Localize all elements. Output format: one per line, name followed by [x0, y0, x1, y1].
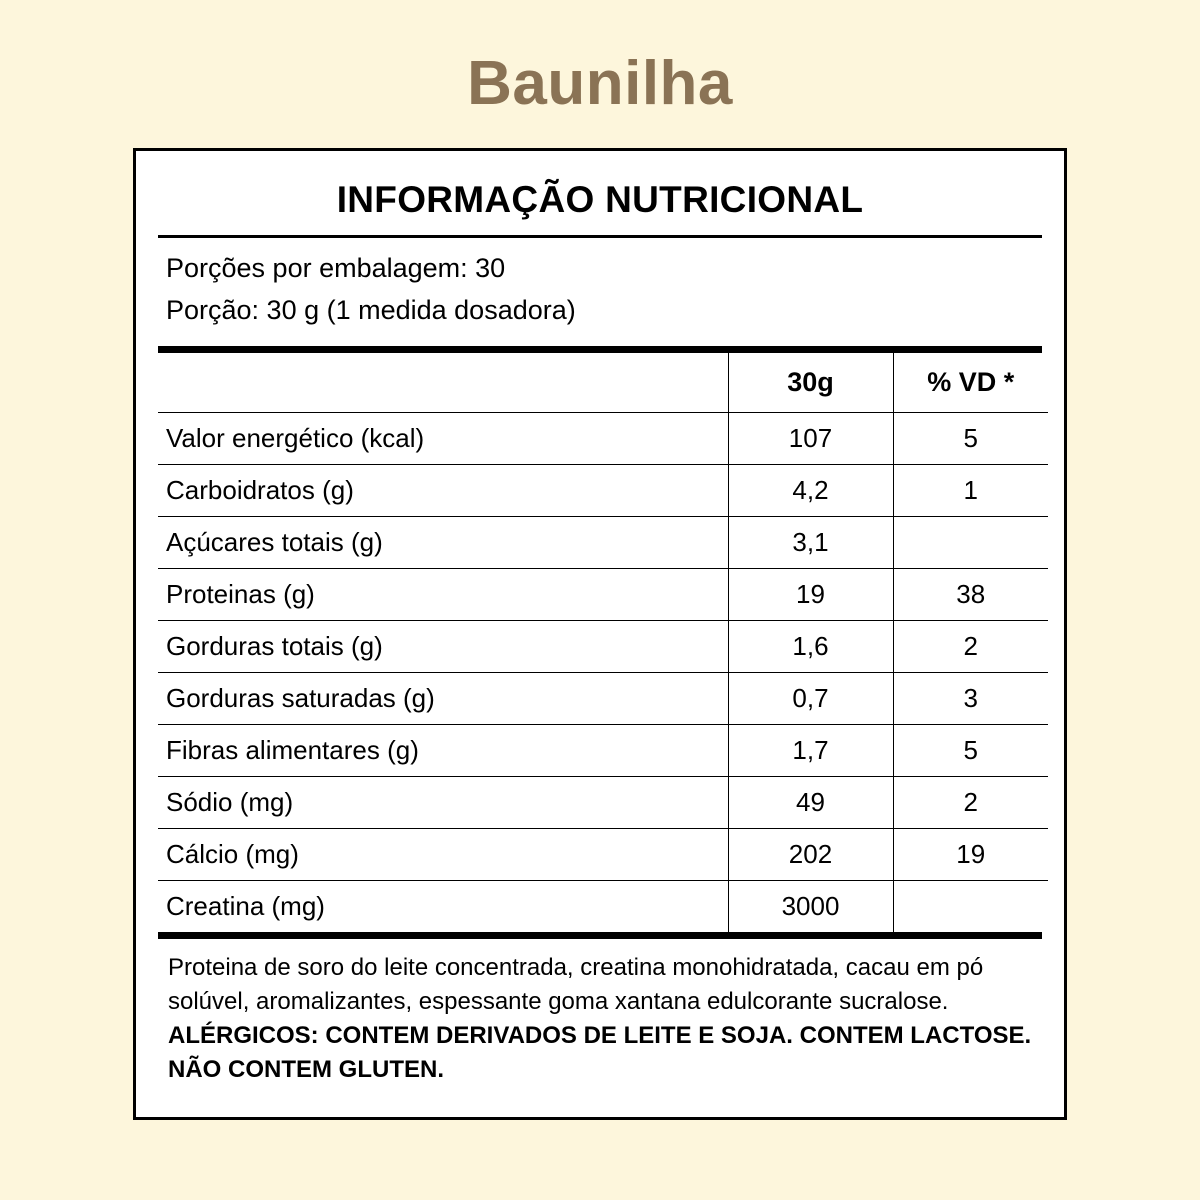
nutrient-amount: 202 — [728, 828, 893, 880]
nutrient-amount: 107 — [728, 412, 893, 464]
nutrient-dv: 19 — [893, 828, 1048, 880]
page-title: Baunilha — [467, 49, 733, 118]
nutrition-table — [158, 353, 1048, 932]
nutrient-amount: 1,7 — [728, 724, 893, 776]
allergens-text: ALÉRGICOS: CONTEM DERIVADOS DE LEITE E SOJA. CONTEM LACTOSE. NÃO CONTEM GLUTEN. — [168, 1021, 1032, 1083]
nutrient-dv: 5 — [893, 724, 1048, 776]
table-row — [158, 568, 1048, 620]
table-header-row — [158, 353, 1048, 413]
nutrient-dv: 2 — [893, 776, 1048, 828]
nutrition-heading: INFORMAÇÃO NUTRICIONAL — [158, 151, 1042, 238]
ingredients-block — [158, 939, 1042, 1087]
nutrient-amount: 19 — [728, 568, 893, 620]
column-header-nutrient — [158, 353, 728, 413]
table-row — [158, 672, 1048, 724]
nutrient-name: Gorduras saturadas (g) — [158, 672, 728, 724]
table-row — [158, 880, 1048, 932]
nutrient-dv: 38 — [893, 568, 1048, 620]
table-row — [158, 412, 1048, 464]
nutrient-amount: 1,6 — [728, 620, 893, 672]
nutrient-amount: 3,1 — [728, 516, 893, 568]
column-header-amount: 30g — [728, 353, 893, 413]
table-row — [158, 464, 1048, 516]
nutrient-name: Carboidratos (g) — [158, 464, 728, 516]
nutrient-amount: 0,7 — [728, 672, 893, 724]
serving-info — [158, 238, 1042, 338]
nutrient-name: Proteinas (g) — [158, 568, 728, 620]
nutrient-amount: 4,2 — [728, 464, 893, 516]
nutrition-facts-panel — [133, 148, 1067, 1120]
nutrient-dv: 2 — [893, 620, 1048, 672]
nutrient-name: Creatina (mg) — [158, 880, 728, 932]
table-row — [158, 724, 1048, 776]
serving-size: Porção: 30 g (1 medida dosadora) — [166, 294, 576, 325]
nutrient-name: Sódio (mg) — [158, 776, 728, 828]
nutrient-name: Cálcio (mg) — [158, 828, 728, 880]
servings-per-package: Porções por embalagem: 30 — [166, 253, 506, 283]
table-row — [158, 620, 1048, 672]
nutrient-amount: 49 — [728, 776, 893, 828]
nutrient-name: Valor energético (kcal) — [158, 412, 728, 464]
nutrient-amount: 3000 — [728, 880, 893, 932]
divider-thick-top — [158, 346, 1042, 353]
table-row — [158, 828, 1048, 880]
nutrient-name: Fibras alimentares (g) — [158, 724, 728, 776]
nutrient-name: Gorduras totais (g) — [158, 620, 728, 672]
divider-thick-bottom — [158, 932, 1042, 939]
column-header-daily-value: % VD * — [893, 353, 1048, 413]
table-row — [158, 776, 1048, 828]
table-row — [158, 516, 1048, 568]
nutrient-dv — [893, 880, 1048, 932]
nutrient-dv: 5 — [893, 412, 1048, 464]
nutrient-dv: 1 — [893, 464, 1048, 516]
nutrient-dv — [893, 516, 1048, 568]
nutrient-name: Açúcares totais (g) — [158, 516, 728, 568]
nutrient-dv: 3 — [893, 672, 1048, 724]
ingredients-text: Proteina de soro do leite concentrada, creatina monohidratada, cacau em pó solúvel, aromalizantes, espessante goma xantana edulcorante sucralose. — [168, 953, 984, 1015]
